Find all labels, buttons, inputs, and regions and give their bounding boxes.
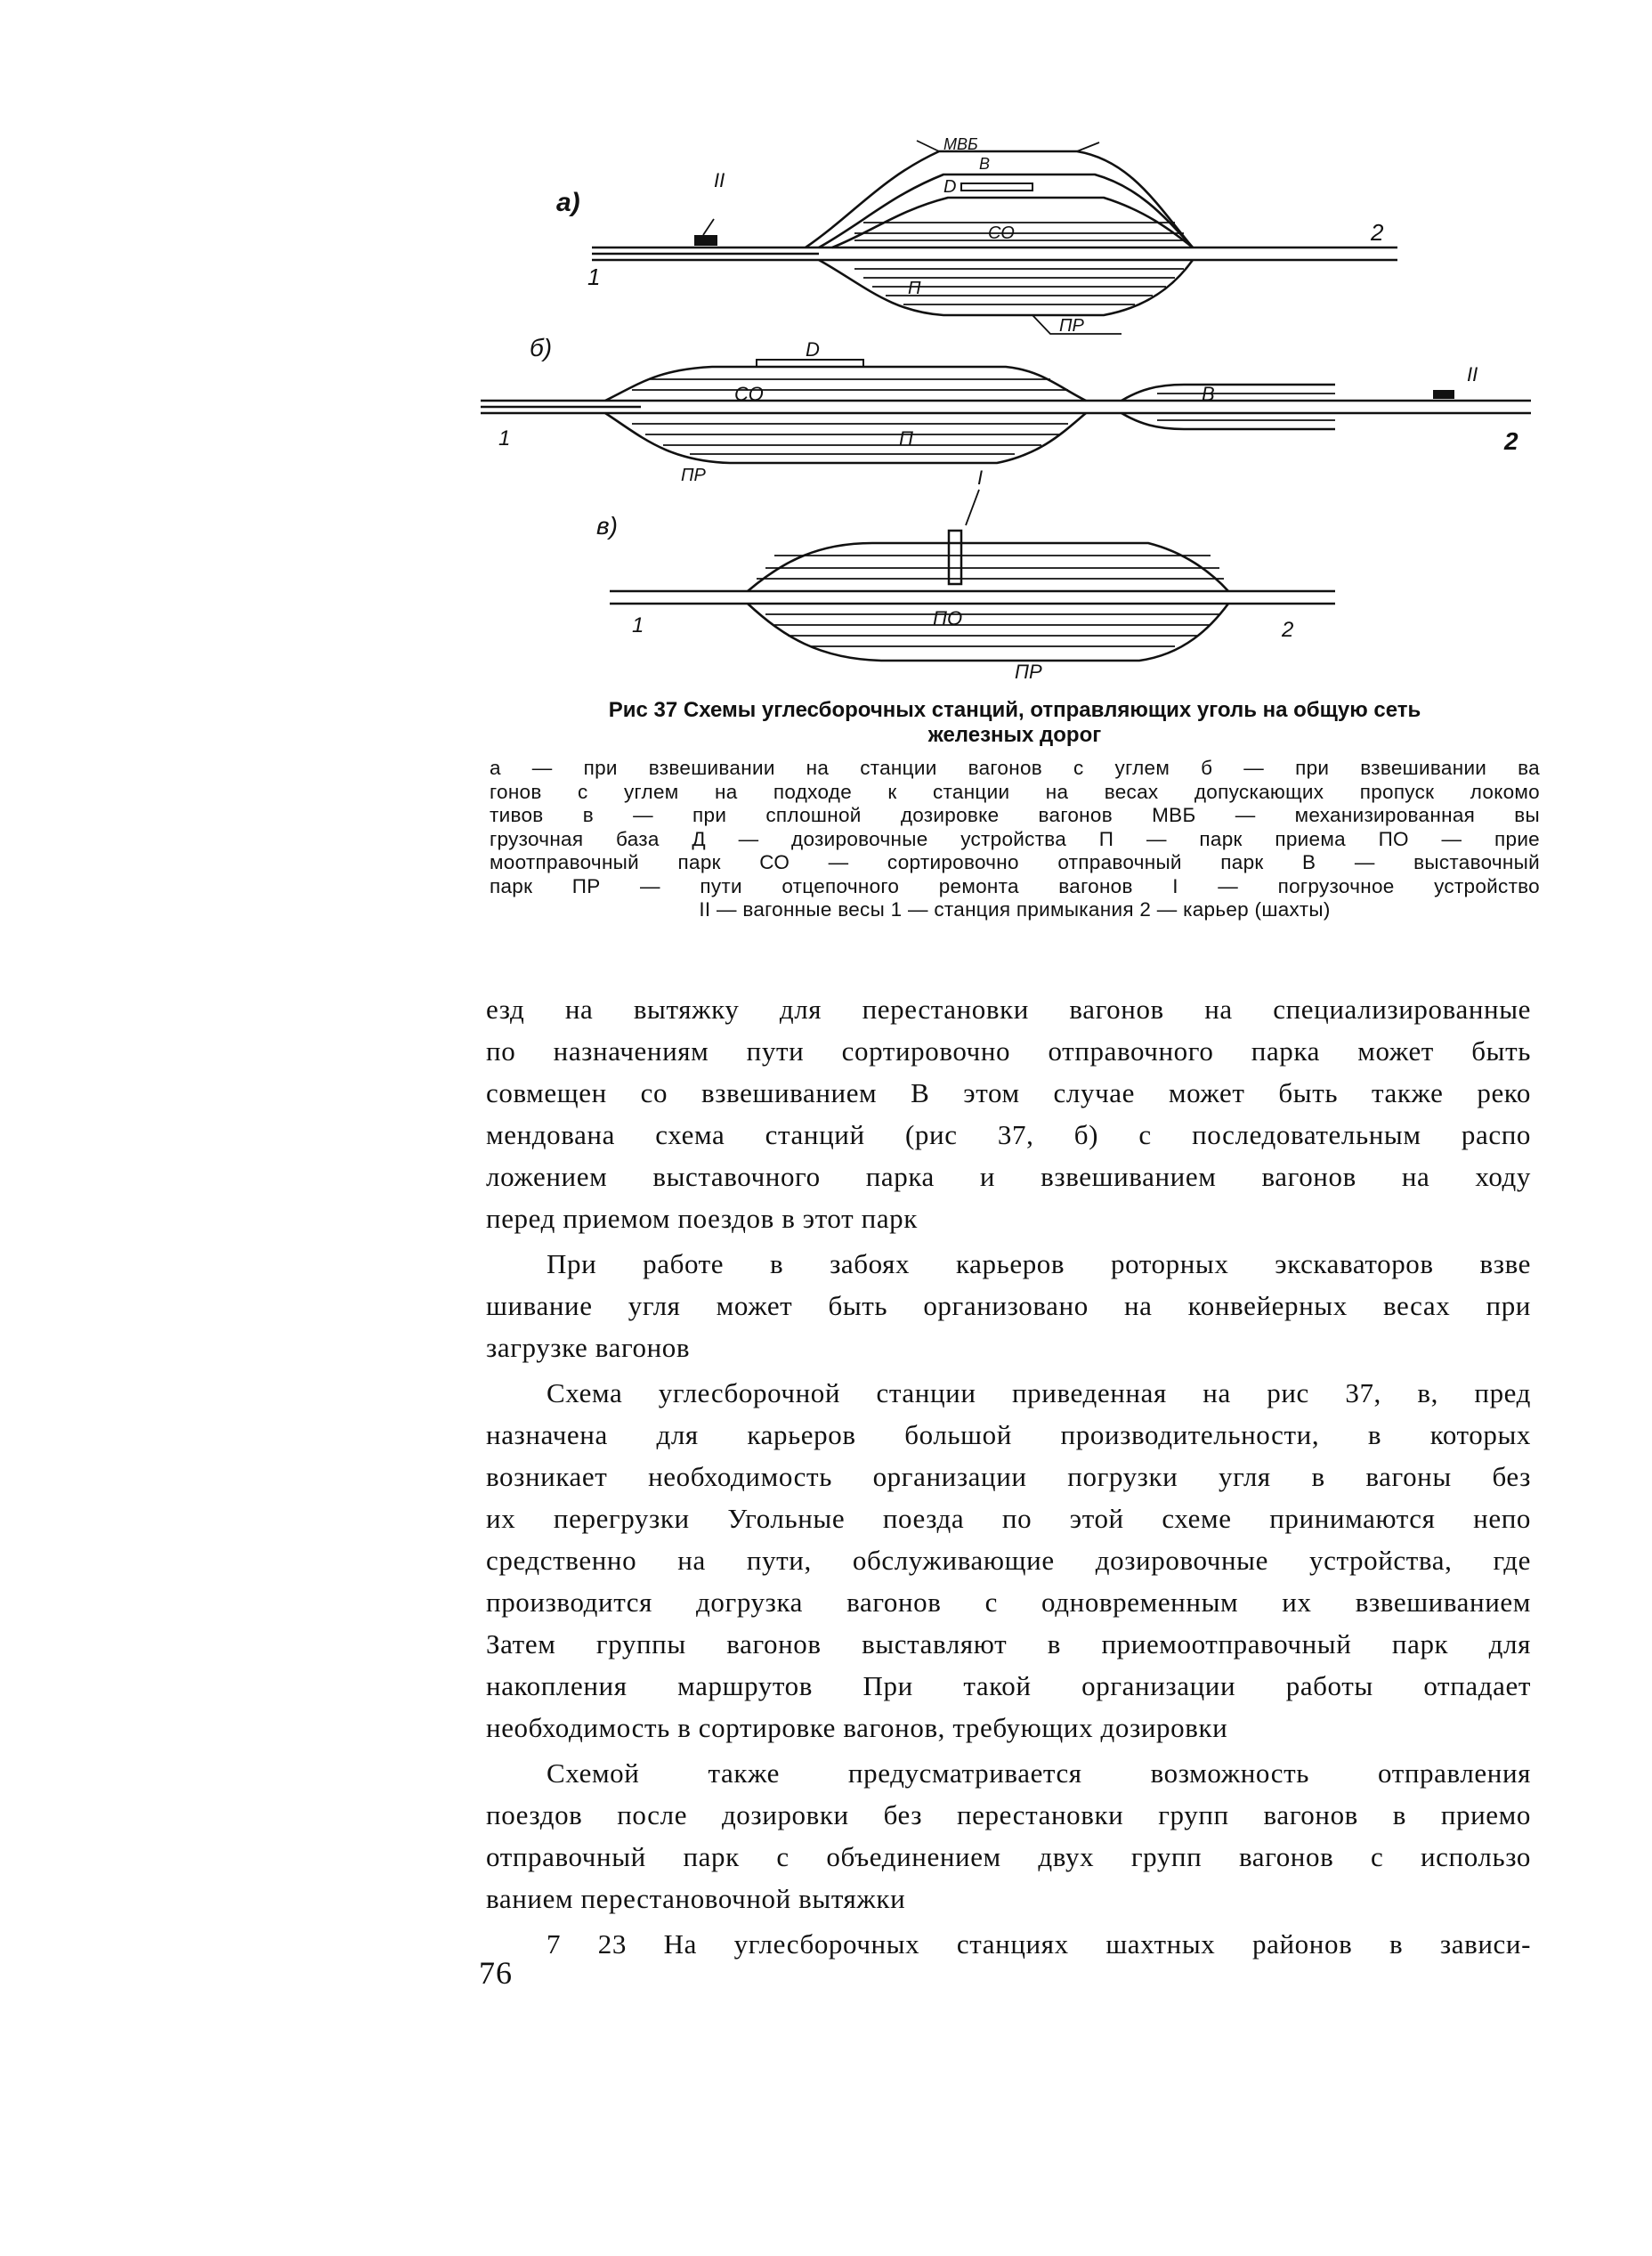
text-line: перед приемом поездов в этот парк <box>486 1203 918 1234</box>
text-line: загрузке вагонов <box>486 1332 691 1363</box>
legend-line: парк ПР — пути отцепочного ремонта вагонов I — погрузочное устройство <box>490 874 1540 897</box>
text-line: средственно на пути, обслуживающие дозировочные устройства, где <box>486 1545 1531 1576</box>
legend-line: II — вагонные весы 1 — станция примыкания 2 — карьер (шахты) <box>699 898 1331 921</box>
caption-title-line: железных дорог <box>927 723 1102 747</box>
text-line: совмещен со взвешиванием В этом случае может быть также реко <box>486 1077 1531 1108</box>
scheme-a <box>556 135 1397 336</box>
text-line: езд на вытяжку для перестановки вагонов на специализированные <box>486 994 1531 1025</box>
scales-icon <box>694 235 717 246</box>
paragraph <box>486 1372 1531 1749</box>
label-receive-send-c: ПО <box>933 607 963 629</box>
label-quarry-a: 2 <box>1371 219 1384 246</box>
text-line: их перегрузки Угольные поезда по этой схеме принимаются непо <box>486 1503 1531 1534</box>
scheme-b <box>481 334 1531 485</box>
panel-label-c: в) <box>596 512 618 540</box>
paragraph <box>486 1752 1531 1919</box>
text-line: по назначениям пути сортировочно отправочного парка может быть <box>486 1035 1531 1067</box>
label-loader-c: I <box>977 467 984 489</box>
label-station-b: 1 <box>498 426 511 450</box>
text-line: назначена для карьеров большой производительности, в которых <box>486 1419 1531 1450</box>
label-sorting-b: СО <box>734 383 764 405</box>
label-dosing-b: D <box>806 338 820 361</box>
text-line: отправочный парк с объединением двух групп вагонов с использо <box>486 1841 1531 1872</box>
text-line: поездов после дозировки без перестановки групп вагонов в приемо <box>486 1799 1531 1830</box>
figure-caption <box>490 698 1540 922</box>
label-scales-b: II <box>1467 363 1478 385</box>
text-line: Схема углесборочной станции приведенная на рис 37, в, пред <box>547 1377 1531 1408</box>
paragraph <box>486 1923 1531 1965</box>
legend-line: грузочная база Д — дозировочные устройства П — парк приема ПО — прие <box>490 827 1540 850</box>
text-line: возникает необходимость организации погрузки угля в вагоны без <box>486 1461 1531 1492</box>
legend-line: а — при взвешивании на станции вагонов с углем б — при взвешивании ва <box>490 757 1540 779</box>
label-station-a: 1 <box>587 264 601 290</box>
scales-icon-b <box>1433 390 1454 399</box>
label-quarry-c: 2 <box>1282 618 1294 642</box>
text-line: необходимость в сортировке вагонов, требующих дозировки <box>486 1712 1228 1743</box>
text-line: ложением выставочного парка и взвешиванием вагонов на ходу <box>486 1161 1531 1192</box>
page-number: 76 <box>479 1955 513 1991</box>
label-station-c: 1 <box>632 613 644 637</box>
paragraph <box>486 988 1531 1239</box>
caption-legend <box>490 757 1540 922</box>
body-text <box>486 988 1531 1968</box>
loader-icon <box>949 531 961 584</box>
text-line: Затем группы вагонов выставляют в приемоотправочный парк для <box>486 1628 1531 1660</box>
label-exhibit-a: В <box>979 155 991 173</box>
label-quarry-b: 2 <box>1504 427 1518 455</box>
station-schemes-diagram <box>481 134 1584 694</box>
scheme-c <box>596 467 1335 683</box>
text-line: производится догрузка вагонов с одновременным их взвешиванием <box>486 1587 1531 1618</box>
text-line: При работе в забоях карьеров роторных экскаваторов взве <box>547 1248 1531 1279</box>
text-line: ванием перестановочной вытяжки <box>486 1883 906 1914</box>
label-repair-a: ПР <box>1059 316 1084 336</box>
label-repair-b: ПР <box>681 466 706 485</box>
paragraph <box>486 1243 1531 1368</box>
label-receive-b: П <box>899 427 913 450</box>
label-mvb: МВБ <box>943 135 978 153</box>
figure-37 <box>481 134 1584 694</box>
text-line: мендована схема станций (рис 37, б) с последовательным распо <box>486 1119 1531 1150</box>
legend-line: гонов с углем на подходе к станции на весах допускающих пропуск локомо <box>490 780 1540 803</box>
caption-title <box>490 698 1540 748</box>
text-line: 7 23 На углесборочных станциях шахтных районов в зависи- <box>547 1928 1531 1960</box>
legend-line: моотправочный парк СО — сортировочно отправочный парк В — выставочный <box>490 851 1540 873</box>
text-line: накопления маршрутов При такой организации работы отпадает <box>486 1670 1531 1701</box>
legend-line: тивов в — при сплошной дозировке вагонов МВБ — механизированная вы <box>490 804 1540 826</box>
label-scales-a: II <box>714 169 725 191</box>
label-exhibit-b: В <box>1202 383 1215 405</box>
panel-label-a: а) <box>556 188 580 217</box>
caption-title-line: Рис 37 Схемы углесборочных станций, отправляющих уголь на общую сеть <box>608 698 1421 722</box>
label-dosing-a: D <box>943 177 957 197</box>
panel-label-b: б) <box>530 334 553 361</box>
text-line: Схемой также предусматривается возможность отправления <box>547 1757 1531 1789</box>
label-sorting-a: СО <box>988 223 1015 243</box>
label-receive-a: П <box>908 279 921 298</box>
text-line: шивание угля может быть организовано на конвейерных весах при <box>486 1290 1531 1321</box>
label-repair-c: ПР <box>1015 661 1042 683</box>
